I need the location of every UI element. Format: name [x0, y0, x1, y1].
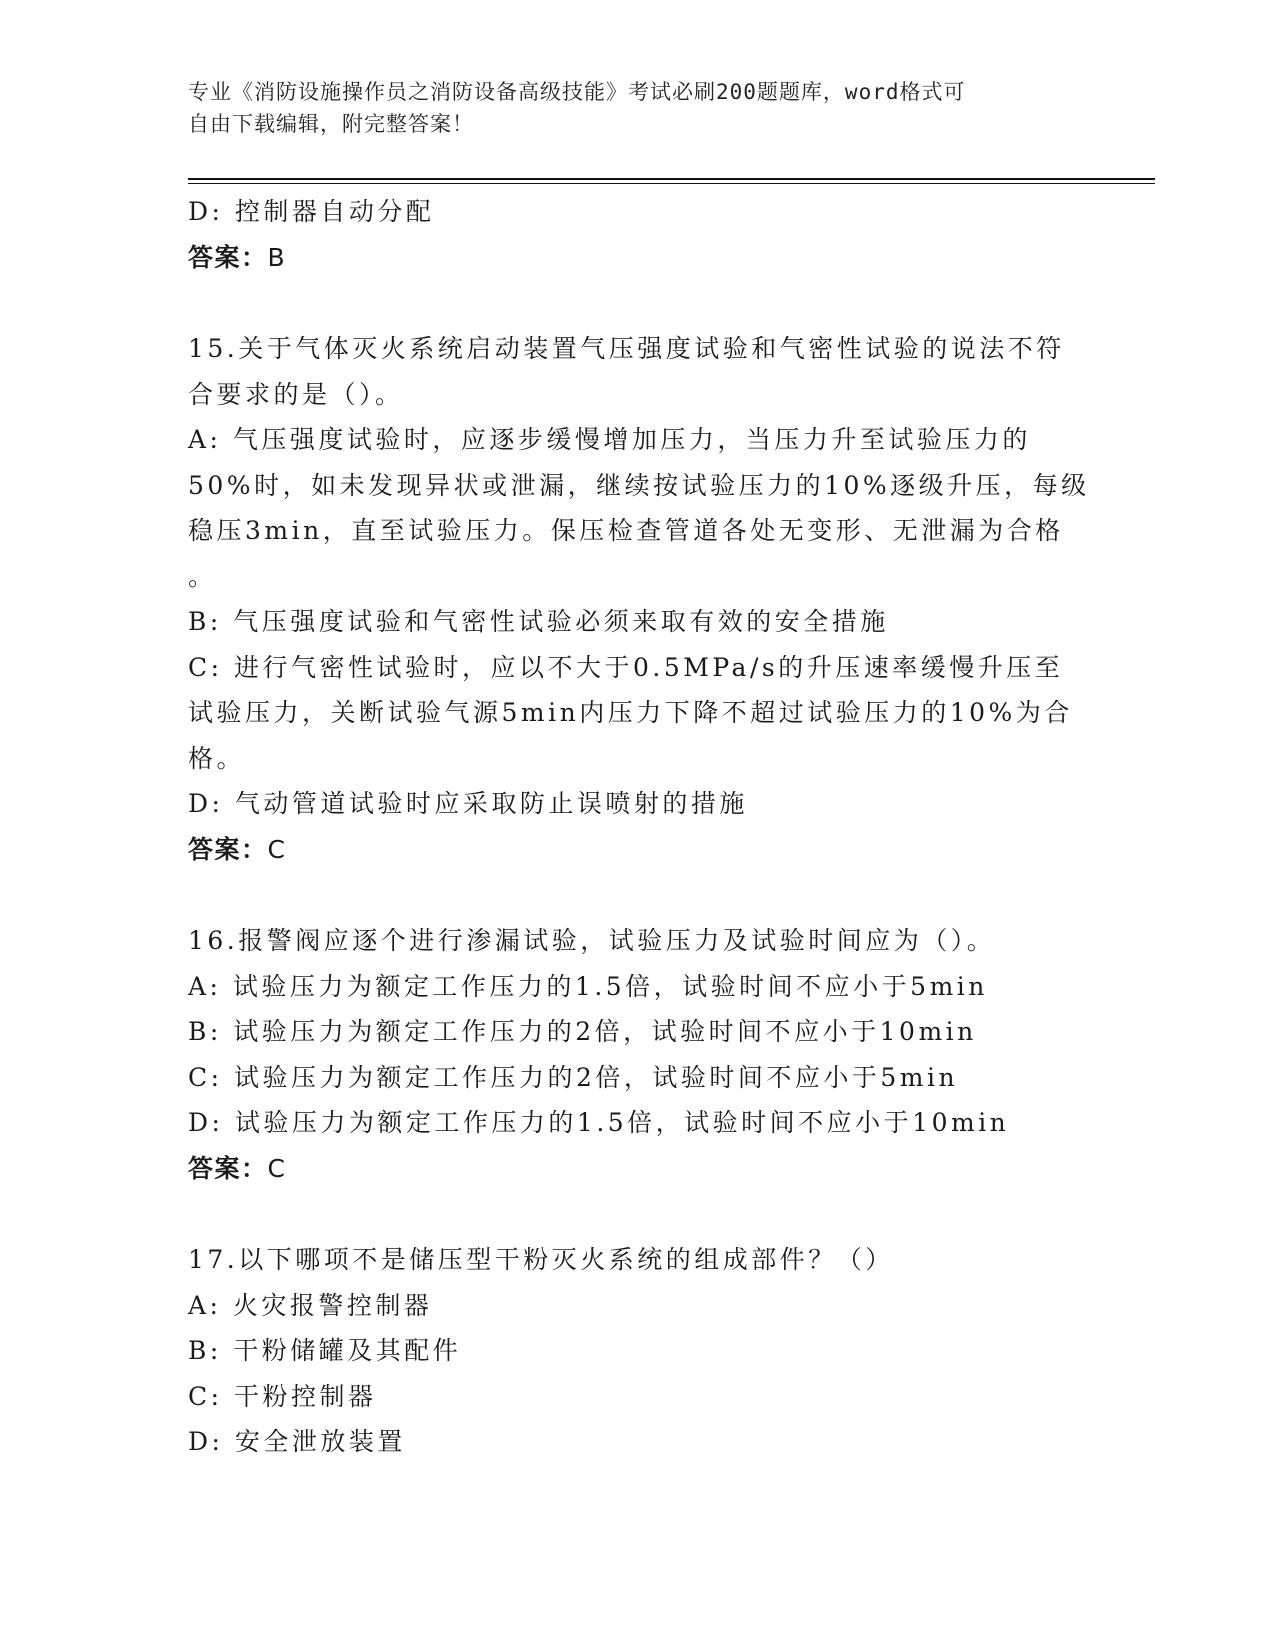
q15-answer-value: C [267, 834, 287, 864]
q15-option-c-line-3: 格。 [188, 743, 246, 773]
q15-option-c-line-2: 试验压力，关断试验气源5min内压力下降不超过试验压力的10%为合 [188, 698, 1073, 727]
q17-option-a: A: 火灾报警控制器 [188, 1290, 433, 1320]
spacer [188, 280, 1068, 326]
question-15-line-2: 合要求的是（）。 [188, 379, 404, 409]
option-d: D: 控制器自动分配 [188, 197, 435, 226]
q17-option-b: B: 干粉储罐及其配件 [188, 1336, 462, 1365]
q16-answer-value: C [267, 1153, 287, 1183]
header-line-2: 自由下载编辑，附完整答案！ [188, 112, 474, 136]
q15-option-b: B: 气压强度试验和气密性试验必须来取有效的安全措施 [188, 607, 889, 636]
q15-answer-label: 答案： [188, 834, 268, 864]
answer-value: B [267, 242, 287, 272]
question-15-line-1: 15.关于气体灭火系统启动装置气压强度试验和气密性试验的说法不符 [188, 334, 1065, 363]
q15-answer-line [188, 827, 1068, 873]
q15-option-a-line-2: 50%时，如未发现异状或泄漏，继续按试验压力的10%逐级升压，每级 [188, 470, 1090, 500]
q16-option-b: B: 试验压力为额定工作压力的2倍，试验时间不应小于10min [188, 1017, 977, 1046]
q16-option-d: D: 试验压力为额定工作压力的1.5倍，试验时间不应小于10min [188, 1108, 1010, 1137]
q17-option-c: C: 干粉控制器 [188, 1381, 377, 1411]
q15-option-a-line-3: 稳压3min，直至试验压力。保压检查管道各处无变形、无泄漏为合格 [188, 516, 1064, 545]
document-body [188, 189, 1090, 1465]
answer-label: 答案： [188, 242, 268, 272]
page-header [188, 76, 1068, 140]
q15-option-c-line-1: C: 进行气密性试验时，应以不大于0.5MPa/s的升压速率缓慢升压至 [188, 652, 1064, 682]
answer-line [188, 235, 1068, 281]
q16-answer-label: 答案： [188, 1153, 268, 1183]
q17-option-d: D: 安全泄放装置 [188, 1427, 406, 1456]
q16-answer-line [188, 1146, 1068, 1192]
q15-option-a-line-1: A: 气压强度试验时，应逐步缓慢增加压力，当压力升至试验压力的 [188, 425, 1031, 454]
q16-option-c: C: 试验压力为额定工作压力的2倍，试验时间不应小于5min [188, 1062, 959, 1092]
question-16-line-1: 16.报警阀应逐个进行渗漏试验，试验压力及试验时间应为（）。 [188, 926, 996, 955]
q15-option-a-line-4: 。 [188, 561, 217, 591]
header-rule-thick [188, 178, 1155, 180]
header-rule-thin [188, 183, 1155, 184]
spacer [188, 872, 1068, 918]
question-17-line-1: 17.以下哪项不是储压型干粉灭火系统的组成部件？（） [188, 1245, 894, 1274]
header-line-1: 专业《消防设施操作员之消防设备高级技能》考试必刷200题题库，word格式可 [188, 80, 966, 104]
q15-option-d: D: 气动管道试验时应采取防止误喷射的措施 [188, 789, 748, 818]
q16-option-a: A: 试验压力为额定工作压力的1.5倍，试验时间不应小于5min [188, 971, 988, 1001]
spacer [188, 1191, 1068, 1237]
